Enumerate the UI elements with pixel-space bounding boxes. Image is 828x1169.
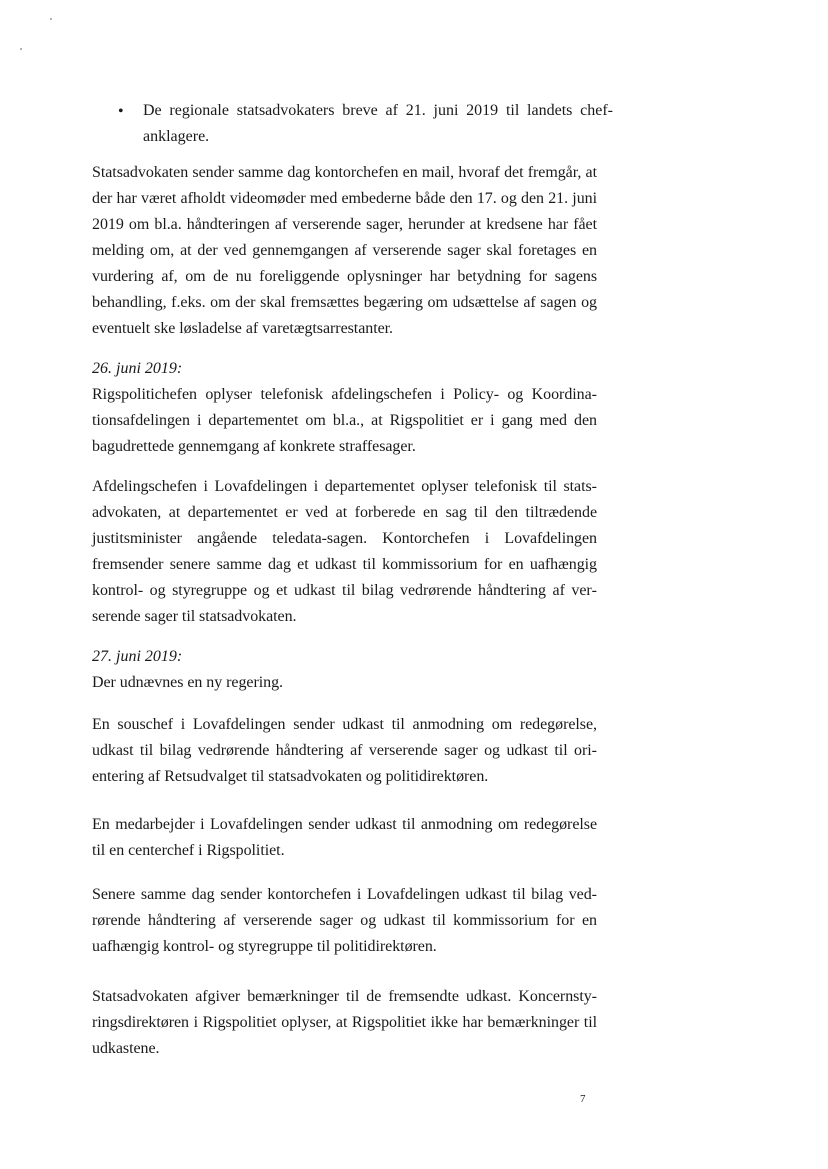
paragraph-souschef: En souschef i Lovafdelingen sender udkast til anmodning om redegørelse, udkast til bilag vedrørende håndtering af verserende sager og udkast til orientering af Retsudvalget til statsadvokaten og politidirektøren. — [92, 716, 597, 785]
paragraph-bemaerkninger: Statsadvokaten afgiver bemærkninger til de fremsendte udkast. Koncernstyringsdirektøren i Rigspolitiet oplyser, at Rigspolitiet ikke har bemærkninger til udkastene. — [92, 988, 597, 1057]
page-number: 7 — [580, 1093, 586, 1105]
paragraph-afdelingschefen: Afdelingschefen i Lovafdelingen i departementet oplyser telefonisk til statsadvokaten, at departementet er ved at forberede en sag til den tiltrædende justitsminister angående teledata-sagen. Kontorchefen i Lovafdelingen fremsender senere samme dag et udkast til kommissorium for en uafhængig kontrol- og styregruppe og et udkast til bilag vedrørende håndtering af verserende sager til statsadvokaten. — [92, 478, 597, 625]
paragraph-medarbejder: En medarbejder i Lovafdelingen sender udkast til anmodning om redegørelse til en centerchef i Rigspolitiet. — [92, 816, 597, 859]
date-heading-27-juni: 27. juni 2019: — [92, 648, 183, 665]
bullet-text: De regionale statsadvokaters breve af 21. juni 2019 til landets chefanklagere. — [143, 102, 613, 145]
paragraph-statsadvokaten-mail: Statsadvokaten sender samme dag kontorchefen en mail, hvoraf det fremgår, at der har været afholdt videomøder med embederne både den 17. og den 21. juni 2019 om bl.a. håndteringen af verserende sager, herunder at kredsene har fået melding om, at der ved gennemgangen af verserende sager skal foretages en vurdering af, om de nu foreliggende oplysninger har betydning for sagens behandling, f.eks. om der skal fremsættes begæring om udsættelse af sagen og eventuelt ske løsladelse af varetægtsarrestanter. — [92, 164, 597, 337]
date-heading-26-juni: 26. juni 2019: — [92, 360, 183, 377]
paragraph-ny-regering: Der udnævnes en ny regering. — [92, 674, 283, 691]
paragraph-kontorchefen: Senere samme dag sender kontorchefen i Lovafdelingen udkast til bilag vedrørende håndtering af verserende sager og udkast til kommissorium for en uafhængig kontrol- og styregruppe til politidirektøren. — [92, 886, 597, 955]
bullet-list-item — [118, 98, 613, 150]
paragraph-rigspolitichefen: Rigspolitichefen oplyser telefonisk afdelingschefen i Policy- og Koordinationsafdelingen i departementet om bl.a., at Rigspolitiet er i gang med den bagudrettede gennemgang af konkrete straffesager. — [92, 386, 597, 455]
scan-speck — [20, 48, 22, 50]
bullet-icon: • — [118, 103, 124, 120]
scan-speck — [50, 18, 52, 20]
